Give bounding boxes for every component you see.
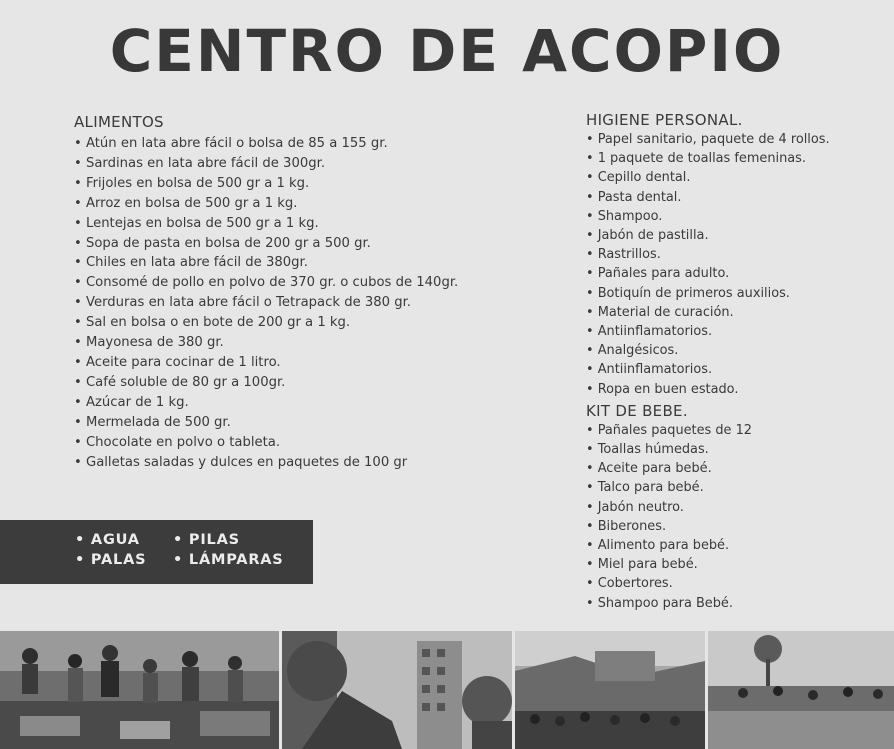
list-item: • Pañales para adulto. <box>586 266 730 282</box>
list-item: • Analgésicos. <box>586 343 679 359</box>
list-item: • Talco para bebé. <box>586 480 704 496</box>
collapsed-building-photo <box>282 631 512 749</box>
list-item: • Consomé de pollo en polvo de 370 gr. o cubos de 140gr. <box>74 275 459 291</box>
photo-strip <box>0 631 894 749</box>
list-item: • Azúcar de 1 kg. <box>74 394 189 410</box>
list-item: • Galletas saladas y dulces en paquetes de 100 gr <box>74 454 408 470</box>
street-crowd-photo <box>708 631 894 749</box>
higiene-list <box>586 130 830 399</box>
list-item: • Pasta dental. <box>586 189 682 205</box>
list-item: • 1 paquete de toallas femeninas. <box>586 151 806 167</box>
page-title: CENTRO DE ACOPIO <box>109 17 785 85</box>
list-item: • Mayonesa de 380 gr. <box>74 335 224 351</box>
list-item: • Lentejas en bolsa de 500 gr a 1 kg. <box>74 215 319 231</box>
list-item: • Material de curación. <box>586 304 734 320</box>
list-item: • Alimento para bebé. <box>586 538 730 554</box>
list-item: • Atún en lata abre fácil o bolsa de 85 a 155 gr. <box>74 136 388 151</box>
list-item: • Sardinas en lata abre fácil de 300gr. <box>74 155 326 171</box>
list-item: • Sopa de pasta en bolsa de 200 gr a 500 gr. <box>74 235 371 251</box>
kit-bebe-heading: KIT DE BEBE. <box>586 401 688 420</box>
list-item: • Jabón de pastilla. <box>586 228 709 244</box>
list-item: • Antiinflamatorios. <box>586 362 713 378</box>
list-item: • Pañales paquetes de 12 <box>586 422 752 438</box>
list-item: • Jabón neutro. <box>586 499 684 515</box>
list-item: • Verduras en lata abre fácil o Tetrapack de 380 gr. <box>74 295 412 311</box>
extra-item-agua: • AGUA <box>75 532 140 548</box>
list-item: • Rastrillos. <box>586 247 661 263</box>
list-item: • Cepillo dental. <box>586 170 691 186</box>
list-item: • Cobertores. <box>586 576 673 592</box>
extras-box <box>0 520 313 584</box>
list-item: • Chocolate en polvo o tableta. <box>74 434 281 450</box>
list-item: • Biberones. <box>586 518 667 534</box>
list-item: • Café soluble de 80 gr a 100gr. <box>74 374 286 390</box>
right-column <box>586 111 830 613</box>
list-item: • Papel sanitario, paquete de 4 rollos. <box>586 132 830 147</box>
list-item: • Aceite para bebé. <box>586 461 712 477</box>
kit-bebe-list <box>586 421 830 613</box>
list-item: • Mermelada de 500 gr. <box>74 414 231 430</box>
rescue-workers-photo <box>0 631 279 749</box>
list-item: • Toallas húmedas. <box>586 442 709 458</box>
list-item: • Aceite para cocinar de 1 litro. <box>74 354 281 370</box>
crowd-rubble-photo <box>515 631 705 749</box>
list-item: • Antiinflamatorios. <box>586 324 713 340</box>
list-item: • Miel para bebé. <box>586 557 698 573</box>
list-item: • Sal en bolsa o en bote de 200 gr a 1 kg. <box>74 315 351 331</box>
list-item: • Shampoo. <box>586 208 663 224</box>
list-item: • Shampoo para Bebé. <box>586 595 733 611</box>
list-item: • Frijoles en bolsa de 500 gr a 1 kg. <box>74 175 310 191</box>
list-item: • Botiquín de primeros auxilios. <box>586 285 790 301</box>
alimentos-section <box>74 113 458 472</box>
alimentos-heading: ALIMENTOS <box>74 113 164 131</box>
alimentos-list <box>74 134 458 472</box>
extra-item-pilas: • PILAS <box>173 532 240 548</box>
extra-item-lamparas: • LÁMPARAS <box>173 552 284 568</box>
extra-item-palas: • PALAS <box>75 552 147 568</box>
list-item: • Ropa en buen estado. <box>586 381 739 397</box>
higiene-heading: HIGIENE PERSONAL. <box>586 111 743 129</box>
list-item: • Arroz en bolsa de 500 gr a 1 kg. <box>74 195 298 211</box>
list-item: • Chiles en lata abre fácil de 380gr. <box>74 255 308 271</box>
